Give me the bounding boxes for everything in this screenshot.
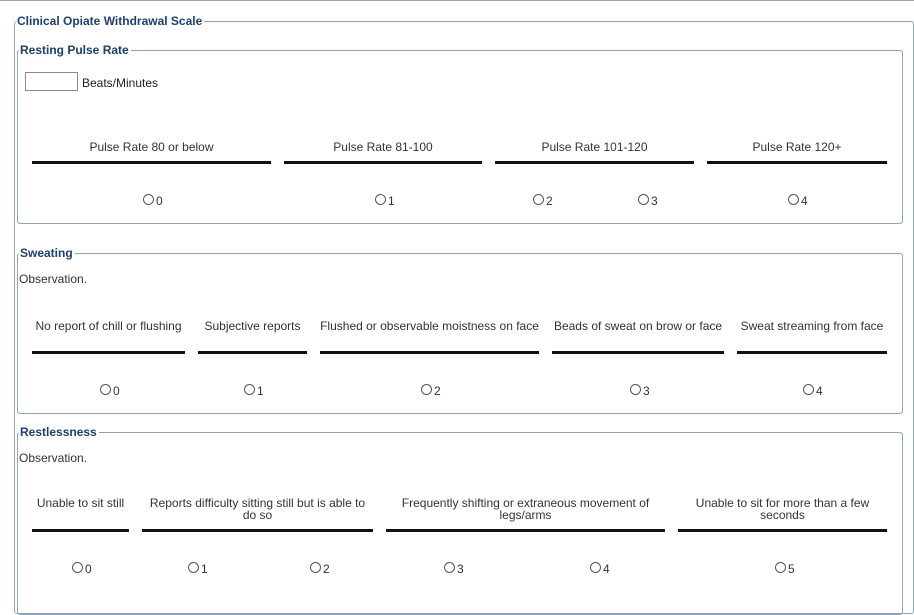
sweating-radio-0-label: 0 bbox=[113, 384, 120, 398]
sweating-title: Sweating bbox=[20, 246, 73, 260]
pulse-category-3-rule bbox=[707, 161, 887, 164]
restlessness-category-2-rule bbox=[386, 529, 665, 532]
sweating-category-1: Subjective reports bbox=[204, 319, 301, 333]
pulse-category-2: Pulse Rate 101-120 bbox=[541, 140, 648, 154]
pulse-radio-2[interactable] bbox=[533, 194, 544, 205]
pulse-rate-input[interactable] bbox=[25, 72, 78, 91]
restlessness-radio-3[interactable] bbox=[444, 562, 455, 573]
restlessness-category-2: Frequently shifting or extraneous movement of legs/arms bbox=[401, 496, 650, 522]
restlessness-radio-0[interactable] bbox=[72, 562, 83, 573]
sweating-category-2: Flushed or observable moistness on face bbox=[320, 319, 539, 333]
pulse-radio-3[interactable] bbox=[638, 194, 649, 205]
sweating-category-4-rule bbox=[737, 351, 887, 354]
pulse-category-1-rule bbox=[284, 161, 482, 164]
pulse-radio-0-label: 0 bbox=[156, 194, 163, 208]
sweating-category-2-rule bbox=[320, 351, 539, 354]
restlessness-radio-3-label: 3 bbox=[457, 562, 464, 576]
restlessness-category-1: Reports difficulty sitting still but is able to do so bbox=[149, 496, 366, 522]
sweating-category-4: Sweat streaming from face bbox=[740, 319, 884, 333]
restlessness-title: Restlessness bbox=[20, 425, 97, 439]
restlessness-category-0: Unable to sit still bbox=[36, 496, 125, 510]
pulse-radio-1-label: 1 bbox=[388, 194, 395, 208]
sweating-radio-2-label: 2 bbox=[434, 384, 441, 398]
sweating-category-0: No report of chill or flushing bbox=[35, 319, 182, 333]
pulse-radio-2-label: 2 bbox=[546, 194, 553, 208]
sweating-radio-0[interactable] bbox=[100, 384, 111, 395]
pulse-radio-0[interactable] bbox=[143, 194, 154, 205]
sweating-radio-2[interactable] bbox=[421, 384, 432, 395]
pulse-radio-4[interactable] bbox=[788, 194, 799, 205]
sweating-radio-1-label: 1 bbox=[257, 384, 264, 398]
restlessness-radio-0-label: 0 bbox=[85, 562, 92, 576]
sweating-radio-3-label: 3 bbox=[643, 384, 650, 398]
restlessness-category-0-rule bbox=[32, 529, 129, 532]
restlessness-radio-1-label: 1 bbox=[201, 562, 208, 576]
restlessness-radio-5[interactable] bbox=[775, 562, 786, 573]
cows-title: Clinical Opiate Withdrawal Scale bbox=[17, 14, 203, 28]
pulse-category-1: Pulse Rate 81-100 bbox=[333, 140, 433, 154]
restlessness-category-3: Unable to sit for more than a few seconds bbox=[695, 496, 870, 522]
sweating-category-3-rule bbox=[552, 351, 724, 354]
restlessness-category-1-rule bbox=[142, 529, 373, 532]
restlessness-radio-4-label: 4 bbox=[603, 562, 610, 576]
sweating-radio-4[interactable] bbox=[803, 384, 814, 395]
pulse-category-0: Pulse Rate 80 or below bbox=[89, 140, 214, 154]
window-top-border bbox=[0, 0, 914, 1]
restlessness-radio-5-label: 5 bbox=[788, 562, 795, 576]
restlessness-radio-4[interactable] bbox=[590, 562, 601, 573]
sweating-radio-1[interactable] bbox=[244, 384, 255, 395]
pulse-category-3: Pulse Rate 120+ bbox=[752, 140, 842, 154]
sweating-radio-4-label: 4 bbox=[816, 384, 823, 398]
restlessness-category-3-rule bbox=[678, 529, 887, 532]
sweating-category-1-rule bbox=[198, 351, 307, 354]
pulse-category-2-rule bbox=[495, 161, 694, 164]
pulse-radio-3-label: 3 bbox=[651, 194, 658, 208]
sweating-radio-3[interactable] bbox=[630, 384, 641, 395]
restlessness-radio-2[interactable] bbox=[310, 562, 321, 573]
restlessness-radio-2-label: 2 bbox=[323, 562, 330, 576]
sweating-observation-note: Observation. bbox=[19, 272, 88, 286]
sweating-category-3: Beads of sweat on brow or face bbox=[553, 319, 723, 333]
pulse-unit-label: Beats/Minutes bbox=[82, 76, 159, 90]
restlessness-radio-1[interactable] bbox=[188, 562, 199, 573]
pulse-radio-1[interactable] bbox=[375, 194, 386, 205]
pulse-category-0-rule bbox=[32, 161, 271, 164]
restlessness-observation-note: Observation. bbox=[19, 451, 88, 465]
pulse-radio-4-label: 4 bbox=[801, 194, 808, 208]
sweating-category-0-rule bbox=[32, 351, 185, 354]
pulse-title: Resting Pulse Rate bbox=[20, 43, 129, 57]
